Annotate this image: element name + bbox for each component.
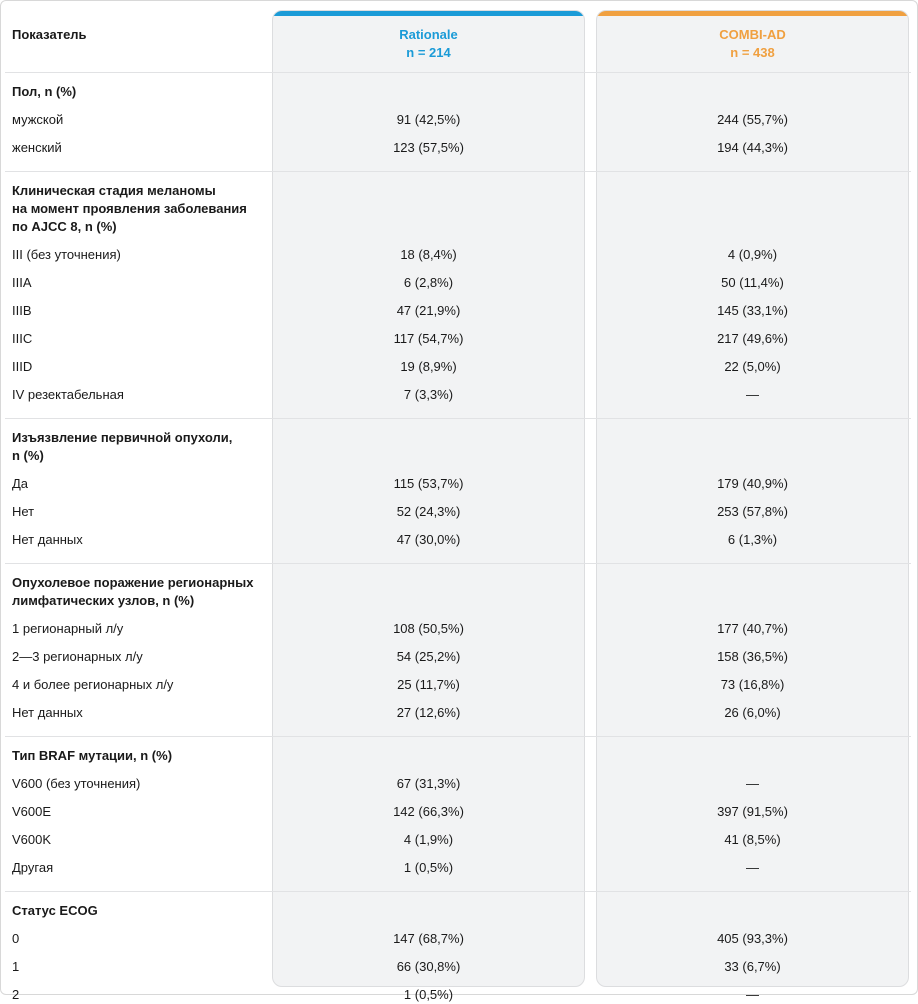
row-label: 1 (12, 959, 20, 974)
section-title: Пол, n (%) (12, 84, 77, 99)
section-title: лимфатических узлов, n (%) (12, 593, 195, 608)
section-title: на момент проявления заболевания (12, 201, 247, 216)
row-label: 1 регионарный л/у (12, 621, 124, 636)
combi-ad-value: 194 (44,3%) (717, 140, 788, 155)
rationale-value: 66 (30,8%) (396, 959, 461, 974)
row-label: Нет данных (12, 532, 83, 547)
rationale-value: 1 (0,5%) (403, 987, 454, 1002)
combi-ad-value: 4 (0,9%) (727, 247, 778, 262)
section-divider (5, 72, 911, 73)
rationale-value: 91 (42,5%) (396, 112, 461, 127)
section-title: Опухолевое поражение регионарных (12, 575, 254, 590)
section-divider (5, 171, 911, 172)
combi-ad-value: — (746, 860, 759, 875)
row-label: 2—3 регионарных л/у (12, 649, 143, 664)
row-label: мужской (12, 112, 64, 127)
row-label: V600K (12, 832, 52, 847)
rationale-value: 108 (50,5%) (393, 621, 464, 636)
rationale-name: Rationale (399, 27, 458, 42)
section-title: Тип BRAF мутации, n (%) (12, 748, 173, 763)
combi-ad-value: 397 (91,5%) (717, 804, 788, 819)
section-title: n (%) (12, 448, 44, 463)
section-divider (5, 891, 911, 892)
rationale-value: 123 (57,5%) (393, 140, 464, 155)
section-divider (5, 736, 911, 737)
section-title: по AJCC 8, n (%) (12, 219, 117, 234)
rationale-value: 115 (53,7%) (393, 476, 464, 491)
row-label: Нет данных (12, 705, 83, 720)
rationale-value: 4 (1,9%) (403, 832, 454, 847)
row-label: 4 и более регионарных л/у (12, 677, 174, 692)
section-title: Клиническая стадия меланомы (12, 183, 216, 198)
row-label: III (без уточнения) (12, 247, 121, 262)
rationale-value: 67 (31,3%) (396, 776, 461, 791)
header-label: Показатель (12, 27, 87, 42)
row-label: V600 (без уточнения) (12, 776, 141, 791)
combi-ad-value: 244 (55,7%) (717, 112, 788, 127)
rationale-value: 19 (8,9%) (400, 359, 457, 374)
section-divider (5, 563, 911, 564)
combi-ad-value: 177 (40,7%) (717, 621, 788, 636)
rationale-n: n = 214 (406, 45, 451, 60)
combi-ad-value: 6 (1,3%) (727, 532, 778, 547)
rationale-value: 7 (3,3%) (403, 387, 454, 402)
combi-ad-value: 50 (11,4%) (721, 275, 784, 290)
combi-ad-value: — (746, 776, 759, 791)
combi-ad-n: n = 438 (730, 45, 775, 60)
combi-ad-value: 158 (36,5%) (717, 649, 788, 664)
rationale-value: 6 (2,8%) (403, 275, 454, 290)
rationale-value: 18 (8,4%) (400, 247, 457, 262)
combi-ad-value: 217 (49,6%) (717, 331, 788, 346)
row-label: IIIC (12, 331, 33, 346)
combi-ad-accent-bar (597, 11, 908, 16)
row-label: Да (12, 476, 29, 491)
rationale-accent-bar (273, 11, 584, 16)
section-title: Статус ECOG (12, 903, 98, 918)
rationale-value: 147 (68,7%) (393, 931, 464, 946)
rationale-value: 1 (0,5%) (403, 860, 454, 875)
combi-ad-value: 73 (16,8%) (720, 677, 785, 692)
combi-ad-value: 22 (5,0%) (724, 359, 781, 374)
rationale-value: 27 (12,6%) (396, 705, 461, 720)
row-label: IIIA (12, 275, 32, 290)
rationale-value: 142 (66,3%) (393, 804, 464, 819)
rationale-value: 54 (25,2%) (396, 649, 461, 664)
combi-ad-value: 145 (33,1%) (717, 303, 788, 318)
row-label: IIIB (12, 303, 32, 318)
rationale-value: 47 (30,0%) (396, 532, 461, 547)
row-label: 2 (12, 987, 20, 1002)
combi-ad-name: COMBI-AD (719, 27, 786, 42)
rationale-value: 52 (24,3%) (396, 504, 461, 519)
row-label: IV резектабельная (12, 387, 124, 402)
row-label: женский (12, 140, 62, 155)
combi-ad-value: 253 (57,8%) (717, 504, 788, 519)
combi-ad-value: 33 (6,7%) (724, 959, 781, 974)
combi-ad-value: 405 (93,3%) (717, 931, 788, 946)
rationale-value: 25 (11,7%) (397, 677, 460, 692)
rationale-value: 117 (54,7%) (393, 331, 464, 346)
combi-ad-value: 26 (6,0%) (724, 705, 781, 720)
row-label: Нет (12, 504, 35, 519)
combi-ad-value: — (746, 987, 759, 1002)
rationale-value: 47 (21,9%) (396, 303, 461, 318)
section-title: Изъязвление первичной опухоли, (12, 430, 233, 445)
row-label: V600E (12, 804, 52, 819)
combi-ad-value: 179 (40,9%) (717, 476, 788, 491)
row-label: Другая (12, 860, 54, 875)
combi-ad-value: — (746, 387, 759, 402)
section-divider (5, 418, 911, 419)
combi-ad-value: 41 (8,5%) (724, 832, 781, 847)
row-label: IIID (12, 359, 33, 374)
row-label: 0 (12, 931, 20, 946)
